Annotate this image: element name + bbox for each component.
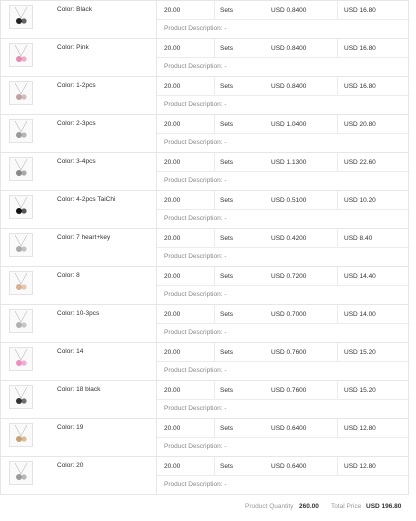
product-description-label: Product Description: -	[164, 253, 227, 260]
column-divider	[337, 77, 338, 96]
product-description-value: -	[224, 139, 227, 146]
line-values	[157, 1, 410, 20]
column-divider	[337, 305, 338, 324]
product-description-value: -	[224, 25, 227, 32]
description-line	[157, 248, 410, 267]
unit-value: Sets	[220, 7, 234, 14]
product-description-label: Product Description: -	[164, 367, 227, 374]
unit-price-value: USD 0.8400	[271, 45, 307, 52]
column-divider	[214, 229, 215, 248]
thumbnail-cell	[1, 305, 51, 343]
line-values	[157, 191, 410, 210]
product-description-value: -	[224, 405, 227, 412]
quantity-value: 20.00	[164, 463, 181, 470]
quantity-value: 20.00	[164, 197, 181, 204]
column-divider	[214, 267, 215, 286]
quantity-value: 20.00	[164, 349, 181, 356]
unit-value: Sets	[220, 273, 234, 280]
thumbnail-cell	[1, 457, 51, 495]
product-thumbnail[interactable]	[9, 271, 33, 295]
color-cell	[51, 77, 157, 115]
product-description-label: Product Description: -	[164, 63, 227, 70]
product-description-label: Product Description: -	[164, 25, 227, 32]
product-thumbnail[interactable]	[9, 309, 33, 333]
line-total-value: USD 14.00	[344, 311, 376, 318]
color-cell	[51, 343, 157, 381]
product-description-label: Product Description: -	[164, 481, 227, 488]
line-total-value: USD 16.80	[344, 45, 376, 52]
unit-value: Sets	[220, 45, 234, 52]
product-thumbnail[interactable]	[9, 347, 33, 371]
necklace-1-2pcs-icon	[10, 82, 32, 104]
line-values	[157, 39, 410, 58]
product-quantity-label: Product Quantity	[245, 503, 294, 510]
column-divider	[337, 153, 338, 172]
unit-price-value: USD 1.1300	[271, 159, 307, 166]
quantity-value: 20.00	[164, 311, 181, 318]
thumbnail-cell	[1, 419, 51, 457]
column-divider	[337, 457, 338, 476]
color-variant-label: Color: Black	[57, 6, 93, 13]
column-divider	[337, 39, 338, 58]
unit-price-value: USD 0.6400	[271, 463, 307, 470]
thumbnail-cell	[1, 191, 51, 229]
product-description-value: -	[224, 63, 227, 70]
product-thumbnail[interactable]	[9, 423, 33, 447]
product-description-value: -	[224, 253, 227, 260]
product-thumbnail[interactable]	[9, 233, 33, 257]
column-divider	[214, 419, 215, 438]
column-divider	[214, 153, 215, 172]
table-row	[0, 153, 409, 191]
table-row	[0, 305, 409, 343]
quantity-value: 20.00	[164, 235, 181, 242]
table-row	[0, 1, 409, 39]
necklace-18-black-icon	[10, 386, 32, 408]
color-cell	[51, 457, 157, 495]
product-thumbnail[interactable]	[9, 461, 33, 485]
product-description-value: -	[224, 177, 227, 184]
product-description-value: -	[224, 215, 227, 222]
column-divider	[214, 77, 215, 96]
necklace-14-icon	[10, 348, 32, 370]
color-cell	[51, 381, 157, 419]
unit-price-value: USD 0.7600	[271, 387, 307, 394]
description-line	[157, 20, 410, 39]
column-divider	[214, 381, 215, 400]
thumbnail-cell	[1, 115, 51, 153]
product-thumbnail[interactable]	[9, 385, 33, 409]
column-divider	[214, 191, 215, 210]
description-line	[157, 438, 410, 457]
column-divider	[214, 115, 215, 134]
necklace-20-icon	[10, 462, 32, 484]
product-description-label: Product Description: -	[164, 443, 227, 450]
column-divider	[214, 457, 215, 476]
description-line	[157, 286, 410, 305]
column-divider	[337, 1, 338, 20]
column-divider	[337, 343, 338, 362]
line-total-value: USD 12.80	[344, 425, 376, 432]
quantity-value: 20.00	[164, 387, 181, 394]
product-description-label: Product Description: -	[164, 215, 227, 222]
unit-price-value: USD 0.7600	[271, 349, 307, 356]
necklace-black-icon	[10, 6, 32, 28]
thumbnail-cell	[1, 153, 51, 191]
column-divider	[214, 343, 215, 362]
necklace-10-3pcs-icon	[10, 310, 32, 332]
line-values	[157, 77, 410, 96]
column-divider	[337, 267, 338, 286]
color-cell	[51, 191, 157, 229]
line-values	[157, 381, 410, 400]
unit-price-value: USD 0.7200	[271, 273, 307, 280]
unit-price-value: USD 0.4200	[271, 235, 307, 242]
line-total-value: USD 8.40	[344, 235, 373, 242]
order-summary	[0, 498, 409, 514]
table-row	[0, 457, 409, 495]
table-row	[0, 39, 409, 77]
line-values	[157, 343, 410, 362]
product-description-label: Product Description: -	[164, 139, 227, 146]
table-row	[0, 77, 409, 115]
thumbnail-cell	[1, 39, 51, 77]
line-total-value: USD 15.20	[344, 349, 376, 356]
quantity-value: 20.00	[164, 45, 181, 52]
line-total-value: USD 16.80	[344, 83, 376, 90]
column-divider	[214, 305, 215, 324]
color-variant-label: Color: 4-2pcs TaiChi	[57, 196, 116, 203]
thumbnail-cell	[1, 229, 51, 267]
unit-value: Sets	[220, 311, 234, 318]
color-cell	[51, 1, 157, 39]
description-line	[157, 324, 410, 343]
unit-value: Sets	[220, 349, 234, 356]
unit-value: Sets	[220, 121, 234, 128]
line-total-value: USD 16.80	[344, 7, 376, 14]
table-row	[0, 229, 409, 267]
unit-price-value: USD 0.8400	[271, 83, 307, 90]
product-description-label: Product Description: -	[164, 101, 227, 108]
product-description-value: -	[224, 291, 227, 298]
column-divider	[337, 419, 338, 438]
necklace-3-4pcs-icon	[10, 158, 32, 180]
table-row	[0, 115, 409, 153]
column-divider	[337, 229, 338, 248]
color-cell	[51, 419, 157, 457]
unit-price-value: USD 0.7000	[271, 311, 307, 318]
product-thumbnail[interactable]	[9, 195, 33, 219]
unit-value: Sets	[220, 197, 234, 204]
color-variant-label: Color: 7 heart+key	[57, 234, 111, 241]
unit-price-value: USD 0.8400	[271, 7, 307, 14]
unit-value: Sets	[220, 159, 234, 166]
total-price-label: Total Price	[331, 503, 362, 510]
unit-value: Sets	[220, 235, 234, 242]
necklace-8-icon	[10, 272, 32, 294]
product-description-label: Product Description: -	[164, 291, 227, 298]
line-values	[157, 229, 410, 248]
color-cell	[51, 267, 157, 305]
necklace-heart-key-icon	[10, 234, 32, 256]
thumbnail-cell	[1, 343, 51, 381]
line-values	[157, 267, 410, 286]
table-row	[0, 191, 409, 229]
color-cell	[51, 115, 157, 153]
column-divider	[337, 191, 338, 210]
quantity-value: 20.00	[164, 121, 181, 128]
column-divider	[337, 381, 338, 400]
product-description-value: -	[224, 481, 227, 488]
product-description-value: -	[224, 443, 227, 450]
line-values	[157, 153, 410, 172]
quantity-value: 20.00	[164, 425, 181, 432]
product-description-label: Product Description: -	[164, 177, 227, 184]
description-line	[157, 58, 410, 77]
thumbnail-cell	[1, 77, 51, 115]
description-line	[157, 210, 410, 229]
line-total-value: USD 15.20	[344, 387, 376, 394]
unit-value: Sets	[220, 463, 234, 470]
color-variant-label: Color: 18 black	[57, 386, 101, 393]
line-total-value: USD 12.80	[344, 463, 376, 470]
necklace-19-icon	[10, 424, 32, 446]
unit-price-value: USD 0.6400	[271, 425, 307, 432]
total-price-value: USD 196.80	[366, 503, 402, 510]
description-line	[157, 134, 410, 153]
necklace-taichi-icon	[10, 196, 32, 218]
unit-value: Sets	[220, 83, 234, 90]
line-values	[157, 457, 410, 476]
column-divider	[214, 39, 215, 58]
color-cell	[51, 39, 157, 77]
color-variant-label: Color: 19	[57, 424, 84, 431]
unit-price-value: USD 0.5100	[271, 197, 307, 204]
product-description-value: -	[224, 329, 227, 336]
quantity-value: 20.00	[164, 83, 181, 90]
line-values	[157, 419, 410, 438]
unit-price-value: USD 1.0400	[271, 121, 307, 128]
column-divider	[337, 115, 338, 134]
necklace-2-3pcs-icon	[10, 120, 32, 142]
color-variant-label: Color: 14	[57, 348, 84, 355]
line-total-value: USD 22.60	[344, 159, 376, 166]
product-thumbnail[interactable]	[9, 119, 33, 143]
color-variant-label: Color: 10-3pcs	[57, 310, 100, 317]
table-row	[0, 343, 409, 381]
color-variant-label: Color: 20	[57, 462, 84, 469]
line-values	[157, 115, 410, 134]
color-variant-label: Color: 2-3pcs	[57, 120, 96, 127]
product-description-value: -	[224, 101, 227, 108]
column-divider	[214, 1, 215, 20]
color-variant-label: Color: Pink	[57, 44, 89, 51]
thumbnail-cell	[1, 267, 51, 305]
unit-value: Sets	[220, 425, 234, 432]
line-total-value: USD 20.80	[344, 121, 376, 128]
quantity-value: 20.00	[164, 273, 181, 280]
description-line	[157, 476, 410, 495]
description-line	[157, 362, 410, 381]
description-line	[157, 172, 410, 191]
thumbnail-cell	[1, 1, 51, 39]
product-description-value: -	[224, 367, 227, 374]
color-variant-label: Color: 1-2pcs	[57, 82, 96, 89]
line-total-value: USD 14.40	[344, 273, 376, 280]
line-values	[157, 305, 410, 324]
color-cell	[51, 153, 157, 191]
necklace-pink-icon	[10, 44, 32, 66]
quantity-value: 20.00	[164, 7, 181, 14]
product-description-label: Product Description: -	[164, 329, 227, 336]
table-row	[0, 419, 409, 457]
table-row	[0, 267, 409, 305]
product-thumbnail[interactable]	[9, 157, 33, 181]
color-cell	[51, 229, 157, 267]
description-line	[157, 96, 410, 115]
color-variant-label: Color: 3-4pcs	[57, 158, 96, 165]
quantity-value: 20.00	[164, 159, 181, 166]
color-variant-label: Color: 8	[57, 272, 80, 279]
line-total-value: USD 10.20	[344, 197, 376, 204]
product-thumbnail[interactable]	[9, 5, 33, 29]
product-quantity-value: 260.00	[299, 503, 319, 510]
product-thumbnail[interactable]	[9, 43, 33, 67]
description-line	[157, 400, 410, 419]
table-row	[0, 381, 409, 419]
thumbnail-cell	[1, 381, 51, 419]
unit-value: Sets	[220, 387, 234, 394]
color-cell	[51, 305, 157, 343]
product-thumbnail[interactable]	[9, 81, 33, 105]
product-description-label: Product Description: -	[164, 405, 227, 412]
